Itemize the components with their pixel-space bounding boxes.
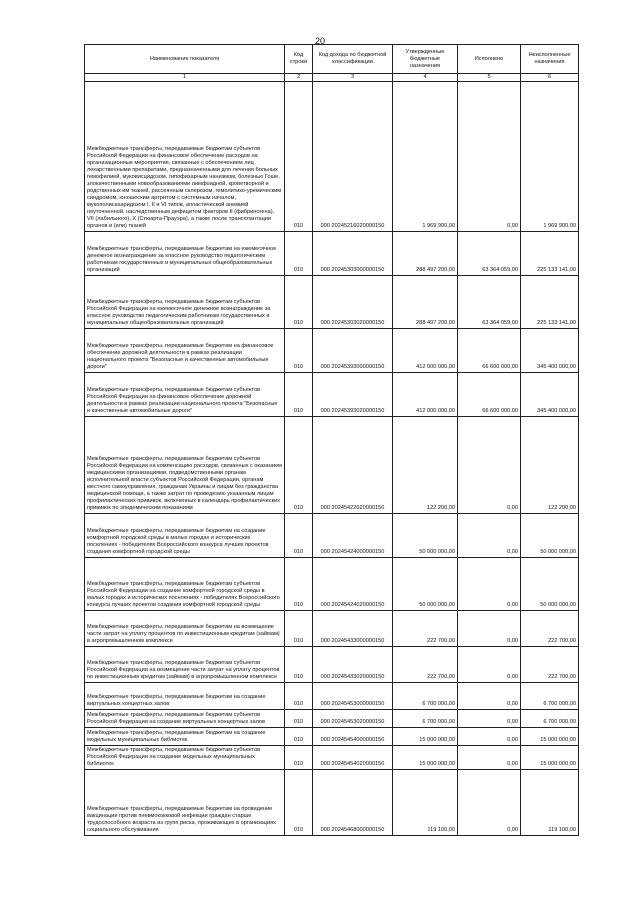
column-number: 2 [285,74,313,82]
row-approved-cell: 50 000 000,00 [393,558,458,611]
row-approved-cell: 119 100,00 [393,770,458,836]
row-line-code-cell: 010 [285,417,313,514]
table-row [85,329,579,373]
row-name-cell: Межбюджетные трансферты, передаваемые бюджетам субъектов Российской Федерации на компенсацию расходов, связанных с оказанием медицинскими организациями, подведомственными органам исполнительной власти субъектов Российской Федерации, органам местного самоуправления, гражданам Украины и лицам без гражданства медицинской помощи, а также затрат по проведению указанным лицам профилактических прививок, включенных в календарь профилактических прививок по эпидемическим показаниям [85,417,285,514]
row-line-code-cell: 010 [285,746,313,770]
table-row [85,276,579,329]
table-row [85,728,579,746]
row-name-cell: Межбюджетные трансферты, передаваемые бюджетам на финансовое обеспечение дорожной деятельности в рамках реализации национального проекта "Безопасные и качественные автомобильные дороги" [85,329,285,373]
row-approved-cell: 6 700 000,00 [393,683,458,710]
row-unexecuted-cell: 122 200,00 [521,417,579,514]
table-row [85,647,579,683]
row-unexecuted-cell: 50 000 000,00 [521,558,579,611]
row-unexecuted-cell: 225 133 141,00 [521,276,579,329]
row-executed-cell: 0,00 [458,417,521,514]
row-line-code-cell: 010 [285,329,313,373]
row-executed-cell: 0,00 [458,647,521,683]
column-numbers-row [85,74,579,82]
row-line-code-cell: 010 [285,710,313,728]
header-income-code: Код дохода по бюджетной классификации [313,45,393,74]
row-line-code-cell: 010 [285,82,313,232]
table-row [85,611,579,647]
row-executed-cell: 0,00 [458,683,521,710]
row-name-cell: Межбюджетные трансферты, передаваемые бюджетам на возмещение части затрат на уплату процентов по инвестиционным кредитам (займам) в агропромышленном комплексе [85,611,285,647]
page-number: 20 [314,36,325,46]
row-income-code-cell: 000 20245393020000150 [313,373,393,417]
row-approved-cell: 122 200,00 [393,417,458,514]
row-income-code-cell: 000 20245454000000150 [313,728,393,746]
column-number: 5 [458,74,521,82]
row-unexecuted-cell: 222 700,00 [521,611,579,647]
row-income-code-cell: 000 20245424000000150 [313,514,393,558]
row-line-code-cell: 010 [285,232,313,276]
row-executed-cell: 0,00 [458,728,521,746]
row-approved-cell: 222 700,00 [393,647,458,683]
row-approved-cell: 412 000 000,00 [393,373,458,417]
row-income-code-cell: 000 20245303020000150 [313,276,393,329]
row-approved-cell: 412 000 000,00 [393,329,458,373]
row-unexecuted-cell: 345 400 000,00 [521,329,579,373]
table-row [85,746,579,770]
row-executed-cell: 66 600 000,00 [458,329,521,373]
table-row [85,514,579,558]
row-executed-cell: 63 364 059,00 [458,232,521,276]
row-approved-cell: 50 000 000,00 [393,514,458,558]
row-unexecuted-cell: 6 700 000,00 [521,683,579,710]
row-approved-cell: 1 969 900,00 [393,82,458,232]
header-executed: Исполнено [458,45,521,74]
row-line-code-cell: 010 [285,558,313,611]
row-income-code-cell: 000 20245454020000150 [313,746,393,770]
row-income-code-cell: 000 20245303000000150 [313,232,393,276]
header-approved: Утвержденные бюджетные назначения [393,45,458,74]
budget-execution-table [84,44,579,836]
row-line-code-cell: 010 [285,611,313,647]
row-income-code-cell: 000 20245433000000150 [313,611,393,647]
row-name-cell: Межбюджетные трансферты, передаваемые бюджетам субъектов Российской Федерации на создание модельных муниципальных библиотек [85,746,285,770]
row-line-code-cell: 010 [285,514,313,558]
row-income-code-cell: 000 20245424020000150 [313,558,393,611]
row-executed-cell: 0,00 [458,770,521,836]
row-income-code-cell: 000 20245453000000150 [313,683,393,710]
row-name-cell: Межбюджетные трансферты, передаваемые бюджетам субъектов Российской Федерации на возмещение части затрат на уплату процентов по инвестиционным кредитам (займам) в агропромышленном комплексе [85,647,285,683]
row-unexecuted-cell: 15 000 000,00 [521,746,579,770]
row-line-code-cell: 010 [285,373,313,417]
column-number: 6 [521,74,579,82]
row-income-code-cell: 000 20245453020000150 [313,710,393,728]
row-executed-cell: 66 600 000,00 [458,373,521,417]
row-name-cell: Межбюджетные трансферты, передаваемые бюджетам субъектов Российской Федерации на создание виртуальных концертных залов [85,710,285,728]
row-name-cell: Межбюджетные трансферты, передаваемые бюджетам субъектов Российской Федерации на создание комфортной городской среды в малых городах и исторических поселениях - победителях Всероссийского конкурса лучших проектов создания комфортной городской среды [85,558,285,611]
header-name: Наименование показателя [85,45,285,74]
row-executed-cell: 0,00 [458,558,521,611]
row-approved-cell: 288 497 200,00 [393,232,458,276]
table-row [85,82,579,232]
row-income-code-cell: 000 20245216020000150 [313,82,393,232]
row-executed-cell: 63 364 059,00 [458,276,521,329]
row-name-cell: Межбюджетные трансферты, передаваемые бюджетам субъектов Российской Федерации на ежемесячное денежное вознаграждение за классное руководство педагогическим работникам государственных и муниципальных общеобразовательных организаций [85,276,285,329]
row-unexecuted-cell: 225 133 141,00 [521,232,579,276]
row-executed-cell: 0,00 [458,514,521,558]
row-name-cell: Межбюджетные трансферты, передаваемые бюджетам на проведение вакцинации против пневмококковой инфекции граждан старше трудоспособного возраста из групп риска, проживающих в организациях социального обслуживания [85,770,285,836]
row-name-cell: Межбюджетные трансферты, передаваемые бюджетам на создание комфортной городской среды в малых городах и исторических поселениях - победителях Всероссийского конкурса лучших проектов создания комфортной городской среды [85,514,285,558]
column-number: 1 [85,74,285,82]
row-executed-cell: 0,00 [458,746,521,770]
row-name-cell: Межбюджетные трансферты, передаваемые бюджетам субъектов Российской Федерации на финансовое обеспечение дорожной деятельности в рамках реализации национального проекта "Безопасные и качественные автомобильные дороги" [85,373,285,417]
row-name-cell: Межбюджетные трансферты, передаваемые бюджетам на создание виртуальных концертных залов [85,683,285,710]
row-income-code-cell: 000 20245422020000150 [313,417,393,514]
row-name-cell: Межбюджетные трансферты, передаваемые бюджетам на создание модельных муниципальных библиотек [85,728,285,746]
table-row [85,373,579,417]
table-row [85,710,579,728]
row-line-code-cell: 010 [285,276,313,329]
row-unexecuted-cell: 345 400 000,00 [521,373,579,417]
row-line-code-cell: 010 [285,647,313,683]
row-unexecuted-cell: 222 700,00 [521,647,579,683]
row-approved-cell: 15 000 000,00 [393,728,458,746]
row-line-code-cell: 010 [285,770,313,836]
table-row [85,683,579,710]
table-row [85,417,579,514]
column-number: 3 [313,74,393,82]
row-income-code-cell: 000 20245433020000150 [313,647,393,683]
row-approved-cell: 222 700,00 [393,611,458,647]
column-number: 4 [393,74,458,82]
row-executed-cell: 0,00 [458,82,521,232]
row-unexecuted-cell: 15 000 000,00 [521,728,579,746]
row-unexecuted-cell: 119 100,00 [521,770,579,836]
row-income-code-cell: 000 20245393000000150 [313,329,393,373]
table-row [85,232,579,276]
row-approved-cell: 15 000 000,00 [393,746,458,770]
row-income-code-cell: 000 20245468000000150 [313,770,393,836]
row-executed-cell: 0,00 [458,611,521,647]
row-line-code-cell: 010 [285,728,313,746]
header-unexecuted: Неисполненные назначения [521,45,579,74]
row-unexecuted-cell: 1 969 900,00 [521,82,579,232]
table-row [85,558,579,611]
row-unexecuted-cell: 50 000 000,00 [521,514,579,558]
row-executed-cell: 0,00 [458,710,521,728]
row-name-cell: Межбюджетные трансферты, передаваемые бюджетам субъектов Российской Федерации на финансовое обеспечение расходов на организационные мероприятия, связанные с обеспечением лиц лекарственными препаратами, предназначенными для лечения больных гемофилией, муковисцидозом, гипофизарным нанизмом, болезнью Гоше, злокачественными новообразованиями лимфоидной, кроветворной и родственных им тканей, рассеянным склерозом, гемолитико-уремическим синдромом, юношеским артритом с системным началом, мукополисахаридозом I, II и VI типов, апластической анемией неуточненной, наследственным дефицитом факторов II (фибриногена), VII (лабильного), X (Стюарта-Прауэра), а также после трансплантации органов и (или) тканей [85,82,285,232]
row-line-code-cell: 010 [285,683,313,710]
row-name-cell: Межбюджетные трансферты, передаваемые бюджетам на ежемесячное денежное вознаграждение за классное руководство педагогическим работникам государственных и муниципальных общеобразовательных организаций [85,232,285,276]
header-line-code: Код строки [285,45,313,74]
row-approved-cell: 288 497 200,00 [393,276,458,329]
table-row [85,770,579,836]
row-approved-cell: 6 700 000,00 [393,710,458,728]
row-unexecuted-cell: 6 700 000,00 [521,710,579,728]
table-header-row [85,45,579,74]
table-body [85,82,579,836]
